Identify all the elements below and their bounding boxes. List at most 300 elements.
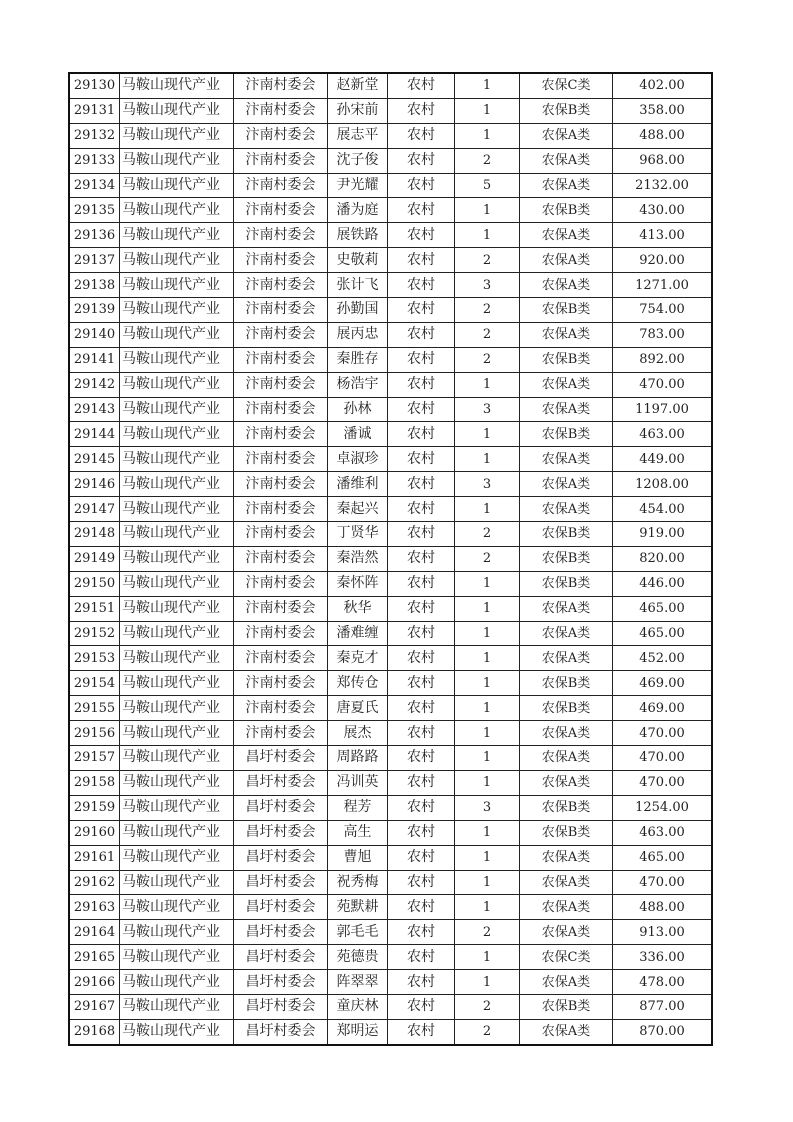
- person-count-cell: 1: [455, 372, 520, 397]
- village-committee-cell: 汴南村委会: [234, 472, 328, 497]
- village-committee-cell: 汴南村委会: [234, 273, 328, 298]
- household-type-cell: 农村: [388, 770, 455, 795]
- table-row: [69, 372, 712, 397]
- row-id-cell: 29157: [69, 746, 120, 771]
- table-row: [69, 522, 712, 547]
- village-committee-cell: 汴南村委会: [234, 546, 328, 571]
- village-committee-cell: 汴南村委会: [234, 223, 328, 248]
- village-committee-cell: 汴南村委会: [234, 522, 328, 547]
- organization-cell: 马鞍山现代产业: [120, 746, 234, 771]
- row-id-cell: 29159: [69, 795, 120, 820]
- person-count-cell: 2: [455, 1019, 520, 1044]
- table-row: [69, 994, 712, 1019]
- organization-cell: 马鞍山现代产业: [120, 422, 234, 447]
- amount-cell: 968.00: [613, 148, 713, 173]
- amount-cell: 2132.00: [613, 173, 713, 198]
- household-type-cell: 农村: [388, 298, 455, 323]
- insurance-category-cell: 农保B类: [520, 795, 613, 820]
- household-type-cell: 农村: [388, 945, 455, 970]
- household-type-cell: 农村: [388, 870, 455, 895]
- person-count-cell: 3: [455, 397, 520, 422]
- amount-cell: 1271.00: [613, 273, 713, 298]
- amount-cell: 470.00: [613, 770, 713, 795]
- table-row: [69, 546, 712, 571]
- village-committee-cell: 汴南村委会: [234, 397, 328, 422]
- row-id-cell: 29131: [69, 98, 120, 123]
- village-committee-cell: 汴南村委会: [234, 571, 328, 596]
- organization-cell: 马鞍山现代产业: [120, 298, 234, 323]
- table-row: [69, 596, 712, 621]
- insurance-category-cell: 农保B类: [520, 696, 613, 721]
- row-id-cell: 29136: [69, 223, 120, 248]
- village-committee-cell: 汴南村委会: [234, 173, 328, 198]
- organization-cell: 马鞍山现代产业: [120, 994, 234, 1019]
- person-count-cell: 2: [455, 920, 520, 945]
- name-cell: 潘诚: [328, 422, 388, 447]
- row-id-cell: 29143: [69, 397, 120, 422]
- insurance-category-cell: 农保B类: [520, 671, 613, 696]
- amount-cell: 1254.00: [613, 795, 713, 820]
- organization-cell: 马鞍山现代产业: [120, 696, 234, 721]
- household-type-cell: 农村: [388, 322, 455, 347]
- insurance-category-cell: 农保C类: [520, 945, 613, 970]
- household-type-cell: 农村: [388, 845, 455, 870]
- amount-cell: 469.00: [613, 671, 713, 696]
- insurance-category-cell: 农保B类: [520, 198, 613, 223]
- organization-cell: 马鞍山现代产业: [120, 397, 234, 422]
- organization-cell: 马鞍山现代产业: [120, 198, 234, 223]
- person-count-cell: 1: [455, 820, 520, 845]
- table-row: [69, 845, 712, 870]
- village-committee-cell: 汴南村委会: [234, 447, 328, 472]
- insurance-category-cell: 农保A类: [520, 273, 613, 298]
- insurance-category-cell: 农保B类: [520, 546, 613, 571]
- name-cell: 郑传仓: [328, 671, 388, 696]
- village-committee-cell: 汴南村委会: [234, 621, 328, 646]
- table-row: [69, 173, 712, 198]
- organization-cell: 马鞍山现代产业: [120, 472, 234, 497]
- organization-cell: 马鞍山现代产业: [120, 223, 234, 248]
- row-id-cell: 29135: [69, 198, 120, 223]
- table-row: [69, 1019, 712, 1044]
- table-row: [69, 298, 712, 323]
- name-cell: 展杰: [328, 721, 388, 746]
- amount-cell: 463.00: [613, 422, 713, 447]
- row-id-cell: 29160: [69, 820, 120, 845]
- household-type-cell: 农村: [388, 447, 455, 472]
- household-type-cell: 农村: [388, 73, 455, 98]
- table-row: [69, 920, 712, 945]
- amount-cell: 430.00: [613, 198, 713, 223]
- village-committee-cell: 昌圩村委会: [234, 795, 328, 820]
- household-type-cell: 农村: [388, 994, 455, 1019]
- table-row: [69, 273, 712, 298]
- organization-cell: 马鞍山现代产业: [120, 646, 234, 671]
- row-id-cell: 29130: [69, 73, 120, 98]
- village-committee-cell: 汴南村委会: [234, 98, 328, 123]
- table-row: [69, 770, 712, 795]
- person-count-cell: 1: [455, 646, 520, 671]
- village-committee-cell: 汴南村委会: [234, 372, 328, 397]
- person-count-cell: 1: [455, 447, 520, 472]
- amount-cell: 336.00: [613, 945, 713, 970]
- amount-cell: 469.00: [613, 696, 713, 721]
- data-table: [68, 72, 713, 1046]
- name-cell: 潘难缠: [328, 621, 388, 646]
- household-type-cell: 农村: [388, 472, 455, 497]
- village-committee-cell: 汴南村委会: [234, 696, 328, 721]
- person-count-cell: 3: [455, 795, 520, 820]
- person-count-cell: 3: [455, 273, 520, 298]
- row-id-cell: 29152: [69, 621, 120, 646]
- amount-cell: 413.00: [613, 223, 713, 248]
- household-type-cell: 农村: [388, 123, 455, 148]
- name-cell: 秦胜存: [328, 347, 388, 372]
- village-committee-cell: 昌圩村委会: [234, 746, 328, 771]
- name-cell: 唐夏氏: [328, 696, 388, 721]
- insurance-category-cell: 农保A类: [520, 123, 613, 148]
- table-row: [69, 621, 712, 646]
- amount-cell: 454.00: [613, 497, 713, 522]
- household-type-cell: 农村: [388, 248, 455, 273]
- table-row: [69, 73, 712, 98]
- organization-cell: 马鞍山现代产业: [120, 596, 234, 621]
- household-type-cell: 农村: [388, 347, 455, 372]
- household-type-cell: 农村: [388, 546, 455, 571]
- household-type-cell: 农村: [388, 820, 455, 845]
- name-cell: 尹光耀: [328, 173, 388, 198]
- person-count-cell: 1: [455, 223, 520, 248]
- row-id-cell: 29164: [69, 920, 120, 945]
- person-count-cell: 1: [455, 945, 520, 970]
- insurance-category-cell: 农保B类: [520, 820, 613, 845]
- village-committee-cell: 昌圩村委会: [234, 970, 328, 995]
- village-committee-cell: 昌圩村委会: [234, 870, 328, 895]
- organization-cell: 马鞍山现代产业: [120, 870, 234, 895]
- name-cell: 高生: [328, 820, 388, 845]
- organization-cell: 马鞍山现代产业: [120, 920, 234, 945]
- row-id-cell: 29150: [69, 571, 120, 596]
- village-committee-cell: 昌圩村委会: [234, 1019, 328, 1044]
- person-count-cell: 1: [455, 671, 520, 696]
- insurance-category-cell: 农保B类: [520, 98, 613, 123]
- village-committee-cell: 汴南村委会: [234, 248, 328, 273]
- village-committee-cell: 昌圩村委会: [234, 770, 328, 795]
- row-id-cell: 29158: [69, 770, 120, 795]
- table-row: [69, 397, 712, 422]
- insurance-category-cell: 农保A类: [520, 322, 613, 347]
- village-committee-cell: 昌圩村委会: [234, 820, 328, 845]
- amount-cell: 920.00: [613, 248, 713, 273]
- village-committee-cell: 昌圩村委会: [234, 920, 328, 945]
- household-type-cell: 农村: [388, 571, 455, 596]
- amount-cell: 465.00: [613, 596, 713, 621]
- insurance-category-cell: 农保B类: [520, 422, 613, 447]
- household-type-cell: 农村: [388, 372, 455, 397]
- person-count-cell: 1: [455, 746, 520, 771]
- amount-cell: 470.00: [613, 372, 713, 397]
- household-type-cell: 农村: [388, 422, 455, 447]
- household-type-cell: 农村: [388, 1019, 455, 1044]
- table-row: [69, 671, 712, 696]
- organization-cell: 马鞍山现代产业: [120, 820, 234, 845]
- amount-cell: 449.00: [613, 447, 713, 472]
- household-type-cell: 农村: [388, 596, 455, 621]
- row-id-cell: 29161: [69, 845, 120, 870]
- person-count-cell: 1: [455, 497, 520, 522]
- insurance-category-cell: 农保A类: [520, 497, 613, 522]
- person-count-cell: 2: [455, 347, 520, 372]
- person-count-cell: 2: [455, 994, 520, 1019]
- name-cell: 秦克才: [328, 646, 388, 671]
- organization-cell: 马鞍山现代产业: [120, 571, 234, 596]
- person-count-cell: 2: [455, 322, 520, 347]
- organization-cell: 马鞍山现代产业: [120, 148, 234, 173]
- amount-cell: 870.00: [613, 1019, 713, 1044]
- amount-cell: 402.00: [613, 73, 713, 98]
- household-type-cell: 农村: [388, 970, 455, 995]
- row-id-cell: 29149: [69, 546, 120, 571]
- amount-cell: 892.00: [613, 347, 713, 372]
- village-committee-cell: 汴南村委会: [234, 198, 328, 223]
- row-id-cell: 29147: [69, 497, 120, 522]
- organization-cell: 马鞍山现代产业: [120, 546, 234, 571]
- row-id-cell: 29138: [69, 273, 120, 298]
- name-cell: 苑德贵: [328, 945, 388, 970]
- insurance-category-cell: 农保C类: [520, 73, 613, 98]
- organization-cell: 马鞍山现代产业: [120, 845, 234, 870]
- organization-cell: 马鞍山现代产业: [120, 770, 234, 795]
- organization-cell: 马鞍山现代产业: [120, 372, 234, 397]
- organization-cell: 马鞍山现代产业: [120, 322, 234, 347]
- table-row: [69, 497, 712, 522]
- insurance-category-cell: 农保A类: [520, 1019, 613, 1044]
- organization-cell: 马鞍山现代产业: [120, 248, 234, 273]
- person-count-cell: 1: [455, 696, 520, 721]
- amount-cell: 465.00: [613, 621, 713, 646]
- amount-cell: 463.00: [613, 820, 713, 845]
- name-cell: 丁贤华: [328, 522, 388, 547]
- row-id-cell: 29155: [69, 696, 120, 721]
- table-row: [69, 970, 712, 995]
- name-cell: 张计飞: [328, 273, 388, 298]
- insurance-category-cell: 农保A类: [520, 895, 613, 920]
- row-id-cell: 29153: [69, 646, 120, 671]
- organization-cell: 马鞍山现代产业: [120, 1019, 234, 1044]
- village-committee-cell: 汴南村委会: [234, 347, 328, 372]
- insurance-category-cell: 农保A类: [520, 148, 613, 173]
- person-count-cell: 1: [455, 621, 520, 646]
- name-cell: 沈子俊: [328, 148, 388, 173]
- organization-cell: 马鞍山现代产业: [120, 795, 234, 820]
- household-type-cell: 农村: [388, 198, 455, 223]
- organization-cell: 马鞍山现代产业: [120, 447, 234, 472]
- person-count-cell: 5: [455, 173, 520, 198]
- table-row: [69, 422, 712, 447]
- organization-cell: 马鞍山现代产业: [120, 98, 234, 123]
- table-row: [69, 945, 712, 970]
- household-type-cell: 农村: [388, 795, 455, 820]
- name-cell: 孙宋前: [328, 98, 388, 123]
- village-committee-cell: 汴南村委会: [234, 123, 328, 148]
- organization-cell: 马鞍山现代产业: [120, 497, 234, 522]
- household-type-cell: 农村: [388, 173, 455, 198]
- person-count-cell: 2: [455, 298, 520, 323]
- village-committee-cell: 昌圩村委会: [234, 994, 328, 1019]
- person-count-cell: 1: [455, 571, 520, 596]
- row-id-cell: 29140: [69, 322, 120, 347]
- person-count-cell: 1: [455, 98, 520, 123]
- organization-cell: 马鞍山现代产业: [120, 123, 234, 148]
- person-count-cell: 1: [455, 721, 520, 746]
- name-cell: 展铁路: [328, 223, 388, 248]
- name-cell: 杨浩宇: [328, 372, 388, 397]
- organization-cell: 马鞍山现代产业: [120, 347, 234, 372]
- household-type-cell: 农村: [388, 98, 455, 123]
- row-id-cell: 29144: [69, 422, 120, 447]
- name-cell: 史敬莉: [328, 248, 388, 273]
- insurance-category-cell: 农保A类: [520, 372, 613, 397]
- person-count-cell: 1: [455, 73, 520, 98]
- table-row: [69, 248, 712, 273]
- insurance-category-cell: 农保A类: [520, 770, 613, 795]
- row-id-cell: 29139: [69, 298, 120, 323]
- insurance-category-cell: 农保A类: [520, 970, 613, 995]
- person-count-cell: 1: [455, 870, 520, 895]
- organization-cell: 马鞍山现代产业: [120, 895, 234, 920]
- insurance-category-cell: 农保A类: [520, 472, 613, 497]
- table-body: [69, 73, 712, 1045]
- amount-cell: 358.00: [613, 98, 713, 123]
- person-count-cell: 1: [455, 970, 520, 995]
- household-type-cell: 农村: [388, 721, 455, 746]
- amount-cell: 820.00: [613, 546, 713, 571]
- table-row: [69, 447, 712, 472]
- table-row: [69, 123, 712, 148]
- person-count-cell: 1: [455, 596, 520, 621]
- amount-cell: 470.00: [613, 870, 713, 895]
- name-cell: 展志平: [328, 123, 388, 148]
- household-type-cell: 农村: [388, 671, 455, 696]
- village-committee-cell: 汴南村委会: [234, 73, 328, 98]
- row-id-cell: 29142: [69, 372, 120, 397]
- household-type-cell: 农村: [388, 696, 455, 721]
- insurance-category-cell: 农保A类: [520, 447, 613, 472]
- insurance-category-cell: 农保A类: [520, 173, 613, 198]
- name-cell: 秦起兴: [328, 497, 388, 522]
- table-row: [69, 820, 712, 845]
- organization-cell: 马鞍山现代产业: [120, 671, 234, 696]
- name-cell: 苑默耕: [328, 895, 388, 920]
- name-cell: 曹旭: [328, 845, 388, 870]
- household-type-cell: 农村: [388, 497, 455, 522]
- row-id-cell: 29165: [69, 945, 120, 970]
- name-cell: 周路路: [328, 746, 388, 771]
- table-row: [69, 223, 712, 248]
- table-row: [69, 472, 712, 497]
- village-committee-cell: 汴南村委会: [234, 671, 328, 696]
- person-count-cell: 1: [455, 422, 520, 447]
- row-id-cell: 29133: [69, 148, 120, 173]
- table-row: [69, 322, 712, 347]
- name-cell: 潘维利: [328, 472, 388, 497]
- table-row: [69, 746, 712, 771]
- name-cell: 卓淑珍: [328, 447, 388, 472]
- table-row: [69, 895, 712, 920]
- person-count-cell: 2: [455, 546, 520, 571]
- household-type-cell: 农村: [388, 397, 455, 422]
- organization-cell: 马鞍山现代产业: [120, 522, 234, 547]
- person-count-cell: 1: [455, 895, 520, 920]
- name-cell: 郑明运: [328, 1019, 388, 1044]
- organization-cell: 马鞍山现代产业: [120, 73, 234, 98]
- table-row: [69, 696, 712, 721]
- name-cell: 赵新堂: [328, 73, 388, 98]
- village-committee-cell: 汴南村委会: [234, 646, 328, 671]
- row-id-cell: 29134: [69, 173, 120, 198]
- amount-cell: 1208.00: [613, 472, 713, 497]
- insurance-category-cell: 农保A类: [520, 920, 613, 945]
- household-type-cell: 农村: [388, 746, 455, 771]
- amount-cell: 919.00: [613, 522, 713, 547]
- person-count-cell: 3: [455, 472, 520, 497]
- insurance-category-cell: 农保A类: [520, 845, 613, 870]
- insurance-category-cell: 农保A类: [520, 397, 613, 422]
- person-count-cell: 1: [455, 770, 520, 795]
- name-cell: 郭毛毛: [328, 920, 388, 945]
- table-row: [69, 646, 712, 671]
- amount-cell: 465.00: [613, 845, 713, 870]
- village-committee-cell: 昌圩村委会: [234, 845, 328, 870]
- organization-cell: 马鞍山现代产业: [120, 173, 234, 198]
- household-type-cell: 农村: [388, 895, 455, 920]
- name-cell: 秦怀阵: [328, 571, 388, 596]
- row-id-cell: 29146: [69, 472, 120, 497]
- table-row: [69, 721, 712, 746]
- insurance-category-cell: 农保A类: [520, 746, 613, 771]
- household-type-cell: 农村: [388, 223, 455, 248]
- organization-cell: 马鞍山现代产业: [120, 945, 234, 970]
- household-type-cell: 农村: [388, 646, 455, 671]
- table-row: [69, 870, 712, 895]
- amount-cell: 470.00: [613, 721, 713, 746]
- insurance-category-cell: 农保A类: [520, 596, 613, 621]
- name-cell: 潘为庭: [328, 198, 388, 223]
- row-id-cell: 29148: [69, 522, 120, 547]
- amount-cell: 913.00: [613, 920, 713, 945]
- table-row: [69, 148, 712, 173]
- household-type-cell: 农村: [388, 522, 455, 547]
- row-id-cell: 29163: [69, 895, 120, 920]
- village-committee-cell: 汴南村委会: [234, 148, 328, 173]
- insurance-category-cell: 农保A类: [520, 621, 613, 646]
- village-committee-cell: 昌圩村委会: [234, 895, 328, 920]
- name-cell: 秋华: [328, 596, 388, 621]
- table-row: [69, 347, 712, 372]
- insurance-category-cell: 农保A类: [520, 646, 613, 671]
- row-id-cell: 29132: [69, 123, 120, 148]
- organization-cell: 马鞍山现代产业: [120, 621, 234, 646]
- amount-cell: 446.00: [613, 571, 713, 596]
- person-count-cell: 1: [455, 198, 520, 223]
- village-committee-cell: 汴南村委会: [234, 322, 328, 347]
- village-committee-cell: 汴南村委会: [234, 298, 328, 323]
- row-id-cell: 29168: [69, 1019, 120, 1044]
- row-id-cell: 29151: [69, 596, 120, 621]
- row-id-cell: 29154: [69, 671, 120, 696]
- amount-cell: 783.00: [613, 322, 713, 347]
- row-id-cell: 29167: [69, 994, 120, 1019]
